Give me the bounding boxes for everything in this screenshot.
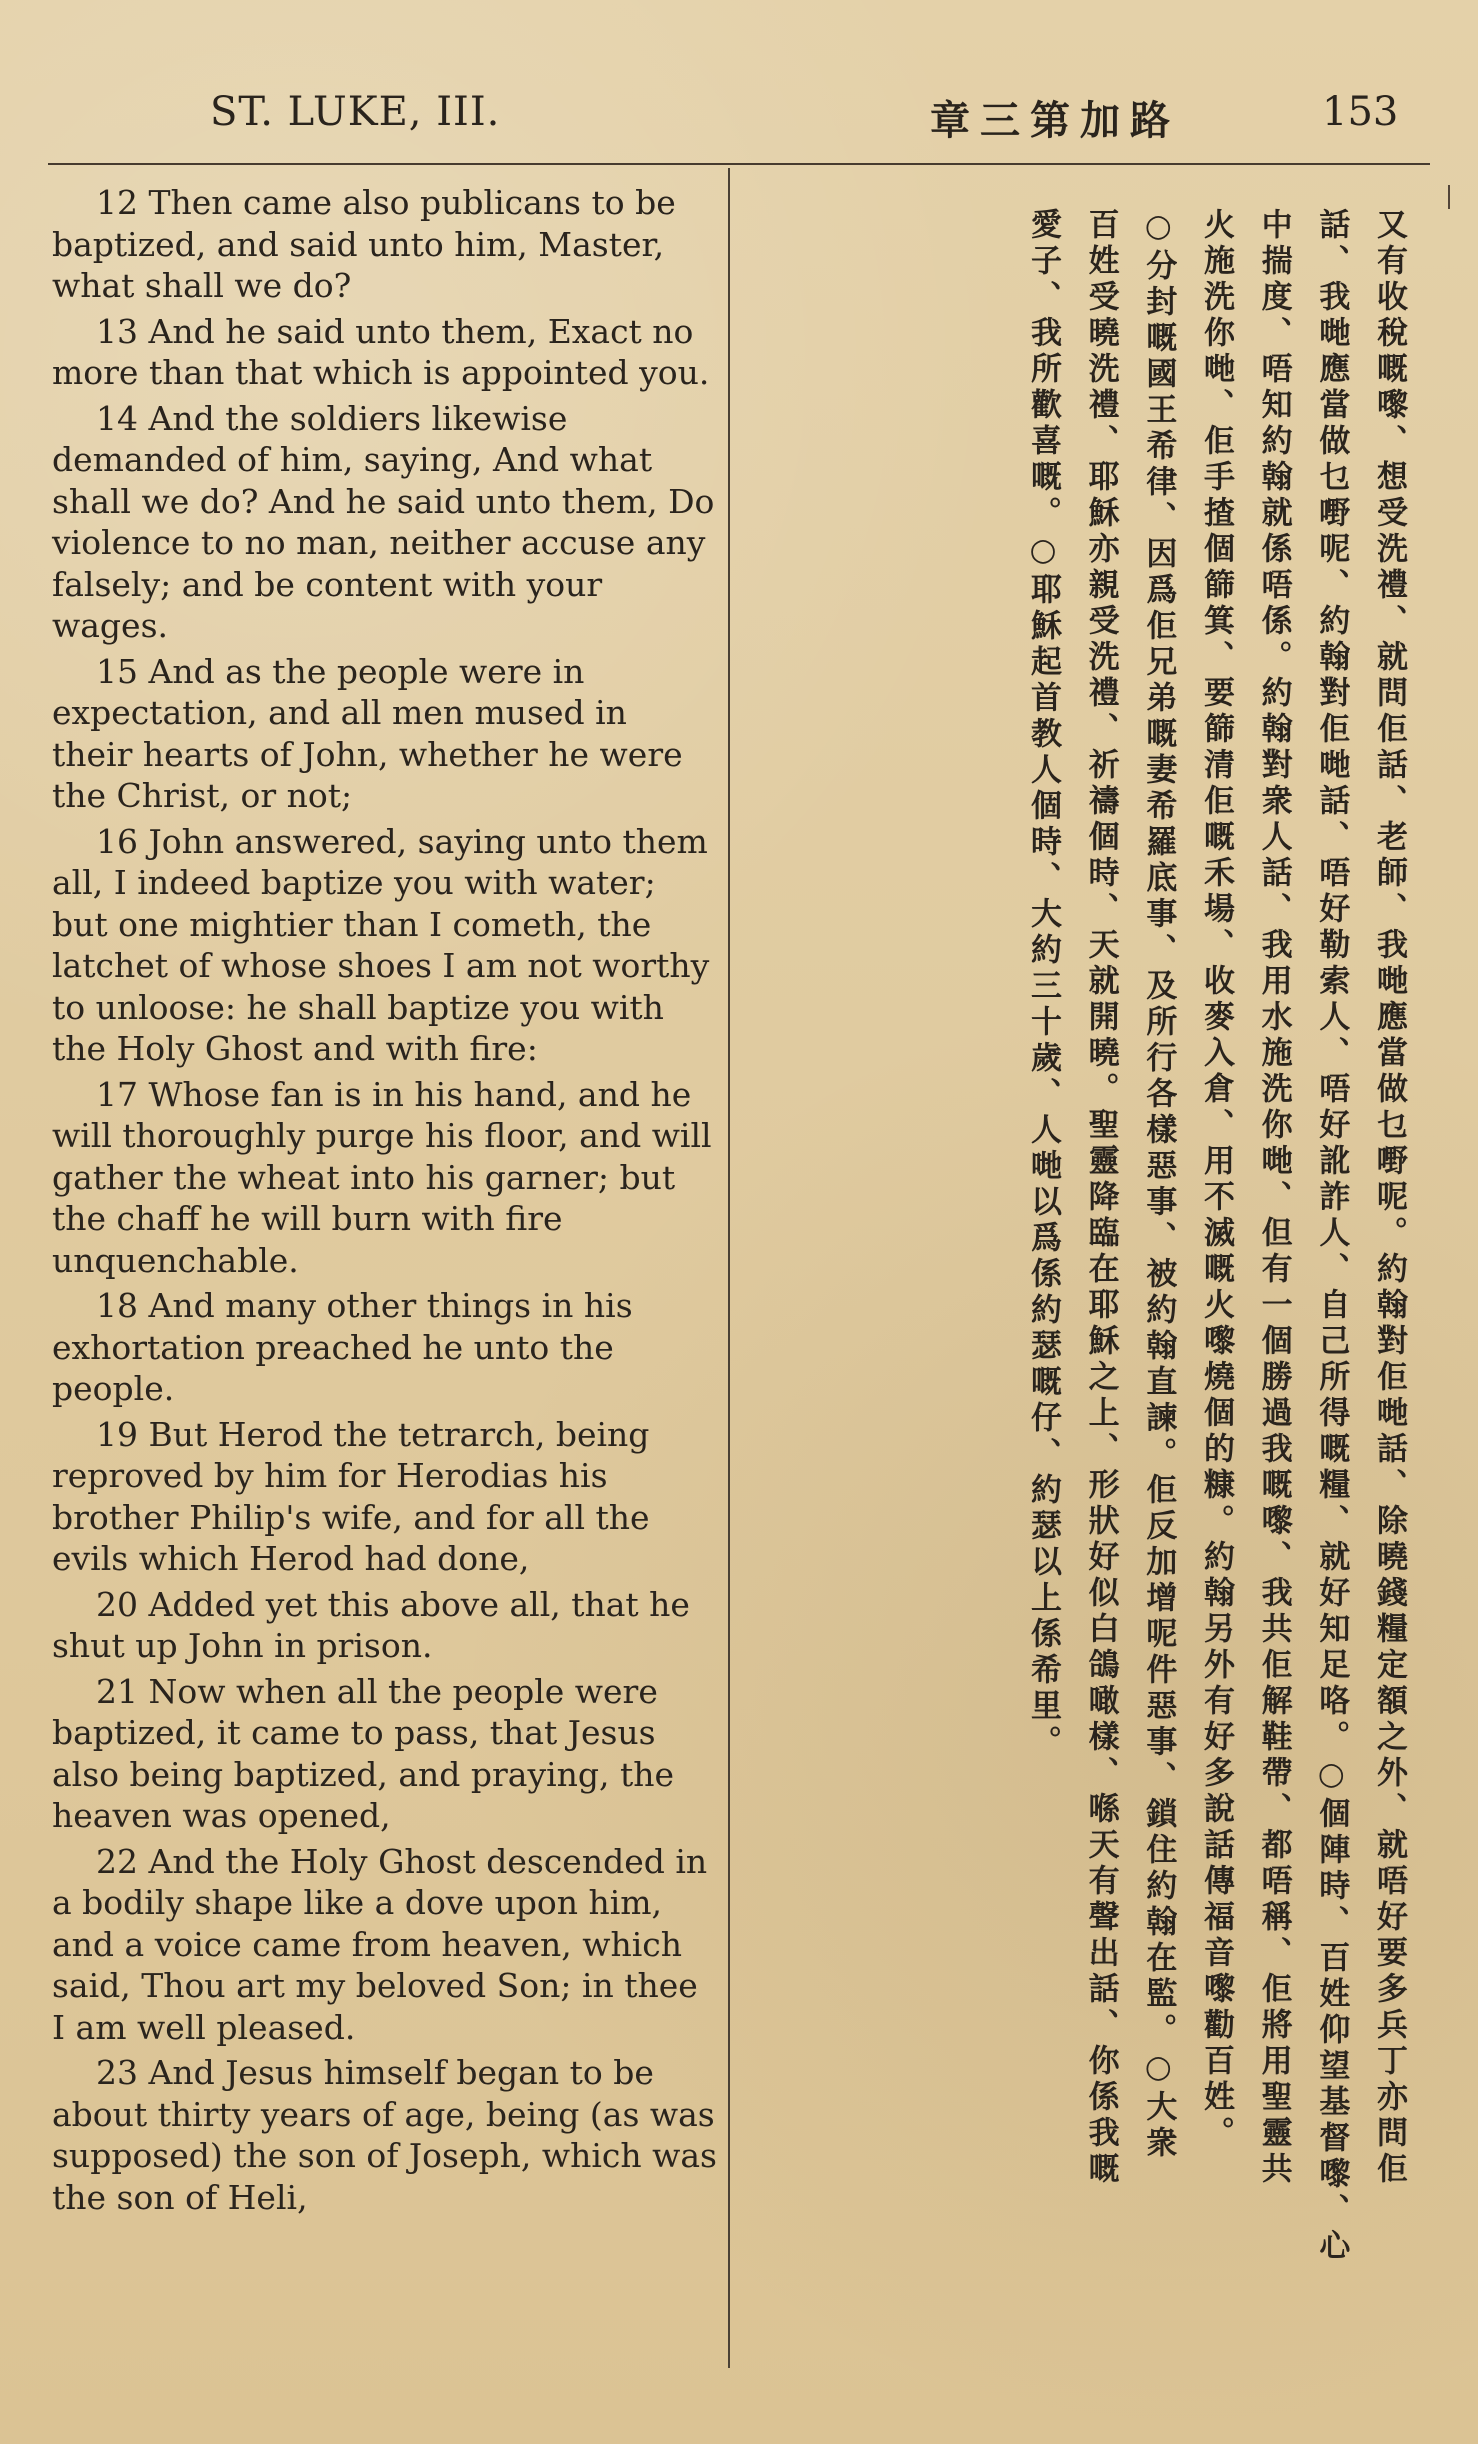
verse-text: And the Holy Ghost descended in a bodily shape like a dove upon him, and a voice came from heaven, which said, Thou art my beloved Son; in thee I am well pleased.: [52, 1841, 708, 2047]
verse-number: 14: [96, 398, 138, 438]
verse-text: Then came also publicans to be baptized, and said unto him, Master, what shall we do?: [52, 183, 676, 305]
english-running-title: ST. LUKE, III.: [210, 89, 501, 135]
verse-text: John answered, saying unto them all, I indeed baptize you with water; but one mightier than I cometh, the latchet of whose shoes I am not worthy to unloose: he shall baptize you with the Holy Ghost and with fire:: [52, 821, 710, 1068]
chinese-line-4: 火施洗你哋、佢手揸個篩箕、要篩清佢嘅禾場、收麥入倉、用不滅嘅火嚟燒個的糠。約翰另外有好多說話傳福音嚟勸百姓。: [1197, 208, 1234, 2152]
chinese-line-2: 話、我哋應當做乜嘢呢、約翰對佢哋話、唔好勒索人、唔好訛詐人、自己所得嘅糧、就好知足咯。○個陣時、百姓仰望基督嚟、心: [1313, 208, 1350, 2265]
verse-number: 13: [96, 311, 138, 351]
verse-13: [52, 311, 717, 394]
header-rule: [48, 163, 1430, 165]
verse-text: Now when all the people were baptized, it came to pass, that Jesus also being baptized, and praying, the heaven was opened,: [52, 1671, 675, 1835]
verse-number: 12: [96, 183, 138, 222]
verse-text: Whose fan is in his hand, and he will thoroughly purge his floor, and will gather the wheat into his garner; but the chaff he will burn with fire unquenchable.: [52, 1074, 712, 1280]
verse-number: 19: [96, 1414, 138, 1454]
verse-23: [52, 2052, 717, 2218]
chinese-line-6: 百姓受曉洗禮、耶穌亦親受洗禮、祈禱個時、天就開曉。聖靈降臨在耶穌之上、形狀好似白鴿噉樣、喺天有聲出話、你係我嘅: [1082, 208, 1119, 2188]
verse-20: [52, 1584, 717, 1667]
page-number: 153: [1322, 89, 1399, 135]
verse-19: [52, 1414, 717, 1580]
verse-number: 17: [96, 1074, 138, 1114]
chinese-line-5: ○分封嘅國王希律、因爲佢兄弟嘅妻希羅底事、及所行各樣惡事、被約翰直諫。佢反加增呢件惡事、鎖住約翰在監。○大衆: [1140, 208, 1177, 2162]
verse-number: 15: [96, 651, 138, 691]
verse-12: [52, 182, 717, 307]
verse-number: 20: [96, 1584, 138, 1624]
edge-mark: [1448, 185, 1450, 209]
chinese-text-column: [748, 208, 1408, 2348]
chinese-line-1: 又有收稅嘅嚟、想受洗禮、就問佢話、老師、我哋應當做乜嘢呢。約翰對佢哋話、除曉錢糧定額之外、就唔好要多兵丁亦問佢: [1371, 208, 1407, 2188]
verse-number: 16: [96, 821, 138, 861]
verse-text: And he said unto them, Exact no more than that which is appointed you.: [52, 311, 710, 392]
verse-text: And many other things in his exhortation preached he unto the people.: [52, 1286, 633, 1408]
verse-text: Added yet this above all, that he shut up John in prison.: [52, 1584, 690, 1665]
english-text-column: [52, 182, 717, 2362]
verse-14: [52, 398, 717, 647]
verse-21: [52, 1671, 717, 1837]
verse-16: [52, 821, 717, 1070]
verse-number: 22: [96, 1841, 138, 1881]
verse-number: 23: [96, 2053, 138, 2092]
verse-22: [52, 1841, 717, 2049]
verse-text: And Jesus himself began to be about thirty years of age, being (as was supposed) the son of Joseph, which was the son of Heli,: [52, 2053, 717, 2217]
chinese-line-7: 愛子、我所歡喜嘅。○耶穌起首教人個時、大約三十歲、人哋以爲係約瑟嘅仔、約瑟以上係希里。: [1024, 208, 1061, 1761]
chinese-running-title: 章三第加路: [930, 97, 1180, 144]
verse-text: And the soldiers likewise demanded of him, saying, And what shall we do? And he said unto them, Do violence to no man, neither accuse any falsely; and be content with your wages.: [52, 398, 715, 645]
verse-number: 18: [96, 1286, 138, 1325]
verse-15: [52, 651, 717, 817]
verse-text: And as the people were in expectation, and all men mused in their hearts of John, whether he were the Christ, or not;: [52, 651, 683, 815]
verse-text: But Herod the tetrarch, being reproved by him for Herodias his brother Philip's wife, and for all the evils which Herod had done,: [52, 1414, 650, 1578]
verse-number: 21: [96, 1671, 138, 1711]
page-header: [0, 55, 1478, 165]
column-divider: [728, 168, 730, 2368]
chinese-line-3: 中揣度、唔知約翰就係唔係。約翰對衆人話、我用水施洗你哋、但有一個勝過我嘅嚟、我共佢解鞋帶、都唔稱、佢將用聖靈共: [1255, 208, 1292, 2188]
verse-17: [52, 1074, 717, 1282]
verse-18: [52, 1285, 717, 1410]
